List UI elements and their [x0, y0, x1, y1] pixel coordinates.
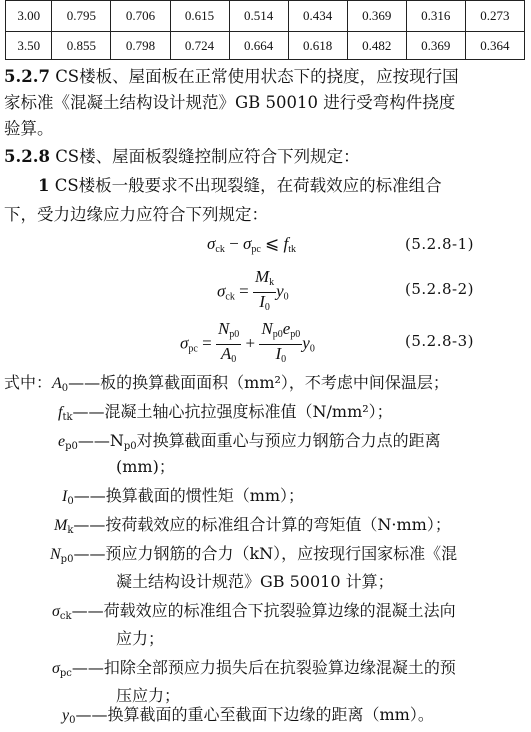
symbol-subscript: tk	[62, 412, 73, 423]
equation-number: (5.2.8-2)	[405, 280, 474, 298]
clause-5-2-7-line3: 验算。	[4, 119, 54, 138]
clause-5-2-7-line1	[4, 66, 525, 88]
equation-5-2-8-1: $\sigma_{ck} - \sigma_{pc}$ ⩽ $f_{tk}$	[207, 234, 297, 255]
definition-text: ——换算截面的重心至截面下边缘的距离（mm）。	[75, 705, 434, 724]
def-sigma-pc-cont: 压应力；	[116, 686, 181, 705]
table-row	[6, 32, 525, 60]
def-A0	[52, 372, 449, 400]
def-Np0	[50, 543, 457, 571]
symbol: A	[52, 375, 62, 392]
table-cell: 0.369	[347, 1, 406, 32]
item-text: CS楼板一般要求不出现裂缝，在荷载效应的标准组合	[54, 176, 442, 195]
symbol: f	[58, 404, 63, 421]
definition-text: ——换算截面的惯性矩（mm）；	[73, 486, 305, 505]
equation-5-2-8-2: $\sigma_{ck}$ = $\frac{M_k}{I_0}$ $y_0$	[217, 267, 289, 313]
definition-text: ——N	[77, 431, 124, 450]
table-cell: 0.364	[465, 32, 524, 60]
symbol-subscript: k	[67, 525, 74, 536]
symbol-subscript: p0	[65, 441, 78, 452]
symbol-subscript: 0	[69, 715, 76, 726]
definition-text: ——荷载效应的标准组合下抗裂验算边缘的混凝土法向	[71, 601, 456, 620]
def-ep0	[58, 430, 441, 458]
symbol: y	[62, 707, 70, 724]
def-sigma-ck	[52, 600, 456, 628]
coefficient-table	[5, 0, 525, 60]
table-cell: 0.855	[52, 32, 111, 60]
symbol: I	[62, 488, 68, 505]
where-label: 式中：	[4, 373, 53, 392]
def-Mk	[54, 514, 451, 542]
clause-text: CS楼、屋面板裂缝控制应符合下列规定：	[55, 147, 360, 166]
symbol: N	[50, 546, 61, 563]
table-cell: 0.664	[229, 32, 288, 60]
clause-number: 5.2.8	[4, 147, 50, 166]
table-cell: 0.369	[406, 32, 465, 60]
definition-text: ——按荷载效应的标准组合计算的弯矩值（N·mm）；	[73, 515, 451, 534]
table-cell: 0.795	[52, 1, 111, 32]
def-ftk	[58, 401, 393, 429]
clause-5-2-7-line2: 家标准《混凝土结构设计规范》GB 50010 进行受弯构件挠度	[4, 93, 456, 112]
def-Np0-cont: 凝土结构设计规范》GB 50010 计算；	[116, 572, 394, 591]
table-cell: 3.00	[6, 1, 52, 32]
definition-subscript: p0	[123, 441, 137, 452]
definition-text: ——扣除全部预应力损失后在抗裂验算边缘混凝土的预	[71, 658, 456, 677]
symbol-subscript: pc	[59, 668, 72, 679]
symbol-subscript: p0	[60, 554, 74, 565]
table-cell: 0.724	[170, 32, 229, 60]
equation-number: (5.2.8-1)	[405, 235, 474, 253]
def-I0	[62, 485, 304, 513]
table-cell: 0.798	[111, 32, 170, 60]
item-1-line2: 下，受力边缘应力应符合下列规定：	[4, 205, 268, 224]
table-cell: 0.316	[406, 1, 465, 32]
table-cell: 0.514	[229, 1, 288, 32]
table-cell: 0.615	[170, 1, 229, 32]
equation-number: (5.2.8-3)	[405, 332, 474, 350]
definition-text: ——预应力钢筋的合力（kN），应按现行国家标准《混	[73, 544, 458, 563]
table-cell: 0.482	[347, 32, 406, 60]
symbol-subscript: ck	[59, 611, 72, 622]
table-row	[6, 1, 525, 32]
table-cell: 0.434	[288, 1, 347, 32]
table-cell: 0.618	[288, 32, 347, 60]
definition-text: ——板的换算截面面积（mm²），不考虑中间保温层；	[68, 373, 449, 392]
symbol: σ	[52, 660, 60, 677]
clause-5-2-8-title	[4, 146, 525, 168]
definition-text: ——混凝土轴心抗拉强度标准值（N/mm²）；	[72, 402, 393, 421]
table-cell: 0.706	[111, 1, 170, 32]
symbol: M	[54, 517, 68, 534]
symbol: e	[58, 433, 66, 450]
definition-text-rest: 对换算截面重心与预应力钢筋合力点的距离	[136, 431, 441, 450]
clause-number: 5.2.7	[4, 67, 50, 86]
table-cell: 0.273	[465, 1, 524, 32]
clause-text: CS楼板、屋面板在正常使用状态下的挠度，应按现行国	[55, 67, 459, 86]
equation-5-2-8-3: $\sigma_{pc}$ = $\frac{N_{p0}}{A_0}$ + $\frac{N_{p0}e_{p0}}{I_0}$ $y_0$	[180, 319, 315, 365]
symbol-subscript: 0	[67, 496, 74, 507]
def-sigma-ck-cont: 应力；	[116, 629, 165, 648]
item-1-line1	[4, 175, 525, 197]
def-ep0-cont: (mm)；	[116, 457, 175, 476]
def-sigma-pc	[52, 657, 456, 685]
def-y0	[62, 704, 434, 732]
symbol-subscript: 0	[61, 383, 69, 394]
item-number: 1	[38, 176, 50, 195]
symbol: σ	[52, 603, 60, 620]
table-cell: 3.50	[6, 32, 52, 60]
